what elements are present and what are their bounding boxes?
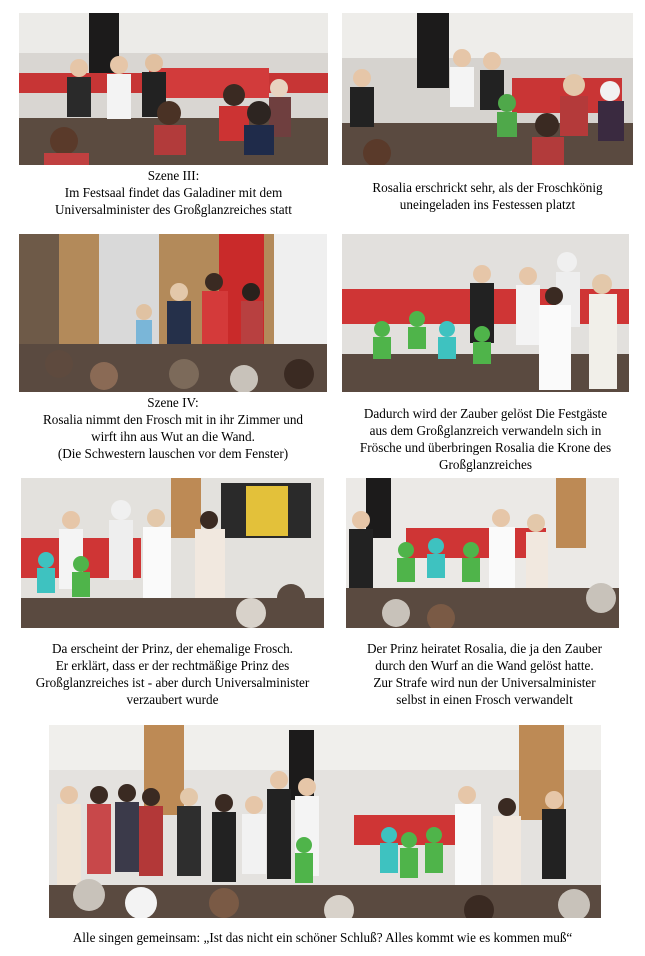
caption-line: Universalminister des Großglanzreiches statt bbox=[55, 202, 292, 217]
caption-line: Rosalia erschrickt sehr, als der Froschkönig bbox=[372, 180, 603, 195]
caption-zauber-geloest bbox=[342, 405, 629, 473]
caption-line: Frösche und überbringen Rosalia die Krone des bbox=[359, 440, 612, 455]
photo-prinz-erscheint bbox=[21, 478, 324, 628]
photo-alle-singen bbox=[49, 725, 601, 918]
caption-szene-3 bbox=[19, 167, 328, 218]
caption-line: Rosalia nimmt den Frosch mit in ihr Zimmer und bbox=[42, 412, 304, 427]
caption-line: Szene IV: bbox=[147, 395, 199, 410]
caption-line: Großglanzreiches bbox=[438, 457, 532, 472]
caption-hochzeit bbox=[341, 640, 628, 708]
photo-froschkoenig-platzt bbox=[342, 13, 633, 165]
caption-schluss bbox=[0, 929, 645, 946]
caption-szene-4 bbox=[19, 394, 327, 462]
caption-line: Er erklärt, dass er der rechtmäßige Prinz des bbox=[55, 658, 290, 673]
caption-line: verzaubert wurde bbox=[126, 692, 219, 707]
caption-froschkoenig bbox=[342, 179, 633, 213]
caption-line: durch den Wurf an die Wand gelöst hatte. bbox=[375, 658, 594, 673]
photo-rosalia-zimmer bbox=[19, 234, 327, 392]
caption-line: Im Festsaal findet das Galadiner mit dem bbox=[64, 185, 283, 200]
photo-festgaeste-froesche bbox=[342, 234, 629, 392]
caption-line: Der Prinz heiratet Rosalia, die ja den Zauber bbox=[366, 641, 603, 656]
caption-line: Zur Strafe wird nun der Universalminister bbox=[373, 675, 596, 690]
caption-line: Großglanzreiches ist - aber durch Universalminister bbox=[35, 675, 310, 690]
caption-line: selbst in einen Frosch verwandelt bbox=[396, 692, 573, 707]
caption-line: (Die Schwestern lauschen vor dem Fenster) bbox=[57, 446, 289, 461]
caption-line: Da erscheint der Prinz, der ehemalige Frosch. bbox=[52, 641, 293, 656]
photo-festsaal-gala bbox=[19, 13, 328, 165]
caption-line: Szene III: bbox=[147, 168, 200, 183]
caption-line: Dadurch wird der Zauber gelöst Die Festgäste bbox=[363, 406, 608, 421]
caption-prinz bbox=[18, 640, 327, 708]
caption-line: wirft ihn aus Wut an die Wand. bbox=[91, 429, 255, 444]
caption-line: Alle singen gemeinsam: „Ist das nicht ein schöner Schluß? Alles kommt wie es kommen muß“ bbox=[72, 930, 573, 945]
caption-line: aus dem Großglanzreich verwandeln sich in bbox=[369, 423, 602, 438]
caption-line: uneingeladen ins Festessen platzt bbox=[399, 197, 576, 212]
photo-hochzeit bbox=[346, 478, 619, 628]
